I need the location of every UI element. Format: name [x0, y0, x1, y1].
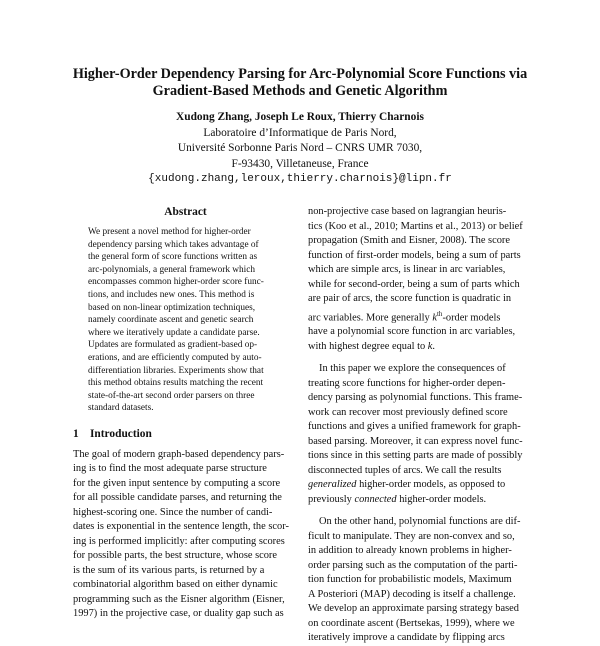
text-line: highest-scoring one. Since the number of candi-	[73, 506, 273, 518]
text-line	[308, 493, 534, 508]
author-block	[60, 110, 540, 188]
abstract-heading: Abstract	[164, 206, 207, 218]
affiliation-line: Université Sorbonne Paris Nord – CNRS UMR 7030,	[177, 142, 423, 154]
text-line: dency parsing as polynomial functions. This frame-	[308, 392, 523, 404]
text-fragment: arc variables. More generally	[308, 311, 430, 323]
text-line: for the given input sentence by computing a score	[73, 477, 281, 489]
paragraph	[308, 362, 534, 507]
text-line: non-projective case based on lagrangian heuris-	[308, 206, 507, 217]
text-line: ficult to manipulate. They are non-convex and so,	[308, 530, 515, 542]
text-line: order parsing such as the computation of the parti-	[308, 559, 518, 571]
text-line: ing is performed implicitly: after computing scores	[73, 535, 285, 547]
text-line	[308, 307, 534, 326]
text-fragment: -order models	[442, 311, 501, 323]
text-fragment: higher-order models, as opposed to	[356, 479, 506, 491]
abstract-body	[88, 226, 287, 415]
text-line: tions since in this setting parts are made of possibly	[308, 450, 523, 462]
text-fragment: higher-order models.	[396, 493, 487, 505]
abstract-line: based on non-linear optimization techniques,	[88, 302, 256, 313]
text-line: which are simple arcs, is linear in arc variables,	[308, 264, 506, 275]
abstract-line: We present a novel method for higher-order	[88, 227, 251, 237]
text-line: function of first-order models, being a sum of parts	[308, 249, 521, 261]
paper-title	[40, 66, 560, 100]
abstract-line: this method obtains results matching the recent	[88, 378, 264, 389]
section-title: Introduction	[90, 427, 152, 440]
abstract-line: tions, and includes new ones. This method is	[88, 289, 255, 300]
text-line: combinatorial algorithm based on either dynamic	[73, 579, 278, 591]
emphasis: connected	[354, 493, 397, 505]
text-fragment: previously	[308, 493, 355, 505]
introduction-body	[73, 448, 298, 622]
abstract-line: erations, and are efficiently computed by auto-	[88, 352, 262, 363]
affiliation-line: Laboratoire d’Informatique de Paris Nord,	[203, 126, 397, 139]
abstract-line: the general form of score functions written as	[88, 252, 258, 263]
text-line: functions and gives a unified framework for graph-	[308, 421, 521, 433]
superscript: th	[436, 309, 443, 318]
title-line: Gradient-Based Methods and Genetic Algorithm	[152, 83, 448, 99]
text-line: A Posteriori (MAP) decoding is itself a challenge.	[308, 588, 516, 600]
text-line: while for second-order, being a sum of parts which	[308, 278, 520, 290]
paragraph	[308, 515, 534, 646]
section-number: 1	[73, 427, 79, 440]
math-variable: k	[432, 311, 437, 323]
text-line: ing is to find the most adequate parse structure	[73, 463, 267, 475]
text-line: In this paper we explore the consequences of	[319, 363, 506, 375]
text-line: disconnected tuples of arcs. We call the results	[308, 464, 502, 476]
text-line: On the other hand, polynomial functions are dif-	[319, 516, 521, 528]
abstract-line: state-of-the-art second order parsers on three	[88, 390, 255, 401]
text-line: The goal of modern graph-based dependency pars-	[73, 448, 285, 460]
paragraph-continued	[308, 205, 534, 354]
abstract-line: arc-polynomials, a general framework which	[88, 264, 256, 275]
text-line: are pair of arcs, the score function is quadratic in	[308, 293, 512, 304]
text-line	[308, 478, 534, 493]
right-column	[308, 205, 534, 646]
text-line: in addition to already known problems in higher-	[308, 545, 512, 557]
abstract-line: where we iteratively update a candidate parse.	[88, 327, 260, 338]
text-line: for possible parts, the best structure, whose score	[73, 550, 278, 562]
math-variable: k	[427, 340, 433, 352]
author-names: Xudong Zhang, Joseph Le Roux, Thierry Charnois	[176, 111, 424, 123]
text-line: based parsing. Moreover, it can express novel func-	[308, 435, 523, 447]
author-emails: {xudong.zhang,leroux,thierry.charnois}@lipn.fr	[148, 173, 452, 185]
text-line: treating score functions for higher-order depen-	[308, 377, 506, 389]
text-line: 1997) in the projective case, or duality gap such as	[73, 608, 284, 620]
abstract-line: encompasses common higher-order score func-	[88, 277, 264, 288]
text-line	[308, 340, 534, 355]
introduction-heading	[73, 427, 298, 442]
text-line: tion function for probabilistic models, Maximum	[308, 574, 512, 586]
text-line: for all possible candidate parses, and returning the	[73, 492, 282, 504]
text-line: have a polynomial score function in arc variables,	[308, 326, 516, 338]
emphasis: generalized	[308, 479, 357, 491]
text-fragment: .	[432, 340, 435, 352]
text-line: We develop an approximate parsing strategy based	[308, 603, 519, 615]
text-line: propagation (Smith and Eisner, 2008). The score	[308, 235, 510, 246]
text-line: iteratively improve a candidate by flipping arcs	[308, 632, 505, 644]
text-line: work can recover most previously defined score	[308, 406, 508, 418]
abstract-line: dependency parsing which takes advantage of	[88, 239, 259, 250]
abstract-line: differentiation libraries. Experiments show that	[88, 365, 264, 376]
abstract-line: standard datasets.	[88, 403, 154, 414]
text-line: tics (Koo et al., 2010; Martins et al., 2013) or belief	[308, 220, 523, 232]
left-column	[73, 205, 298, 622]
text-line: programming such as the Eisner algorithm (Eisner,	[73, 593, 285, 605]
title-line: Higher-Order Dependency Parsing for Arc-Polynomial Score Functions via	[72, 66, 528, 82]
text-line: dates is exponential in the sentence length, the scor-	[73, 521, 289, 533]
text-line: is the sum of its various parts, is returned by a	[73, 564, 265, 576]
affiliation-line: F-93430, Villetaneuse, France	[231, 157, 369, 170]
abstract-line: Updates are formulated as gradient-based op-	[88, 340, 258, 351]
text-fragment: with highest degree equal to	[308, 340, 426, 352]
text-line: on coordinate ascent (Bertsekas, 1999), where we	[308, 617, 515, 629]
abstract-line: namely coordinate ascent and genetic search	[88, 315, 254, 326]
